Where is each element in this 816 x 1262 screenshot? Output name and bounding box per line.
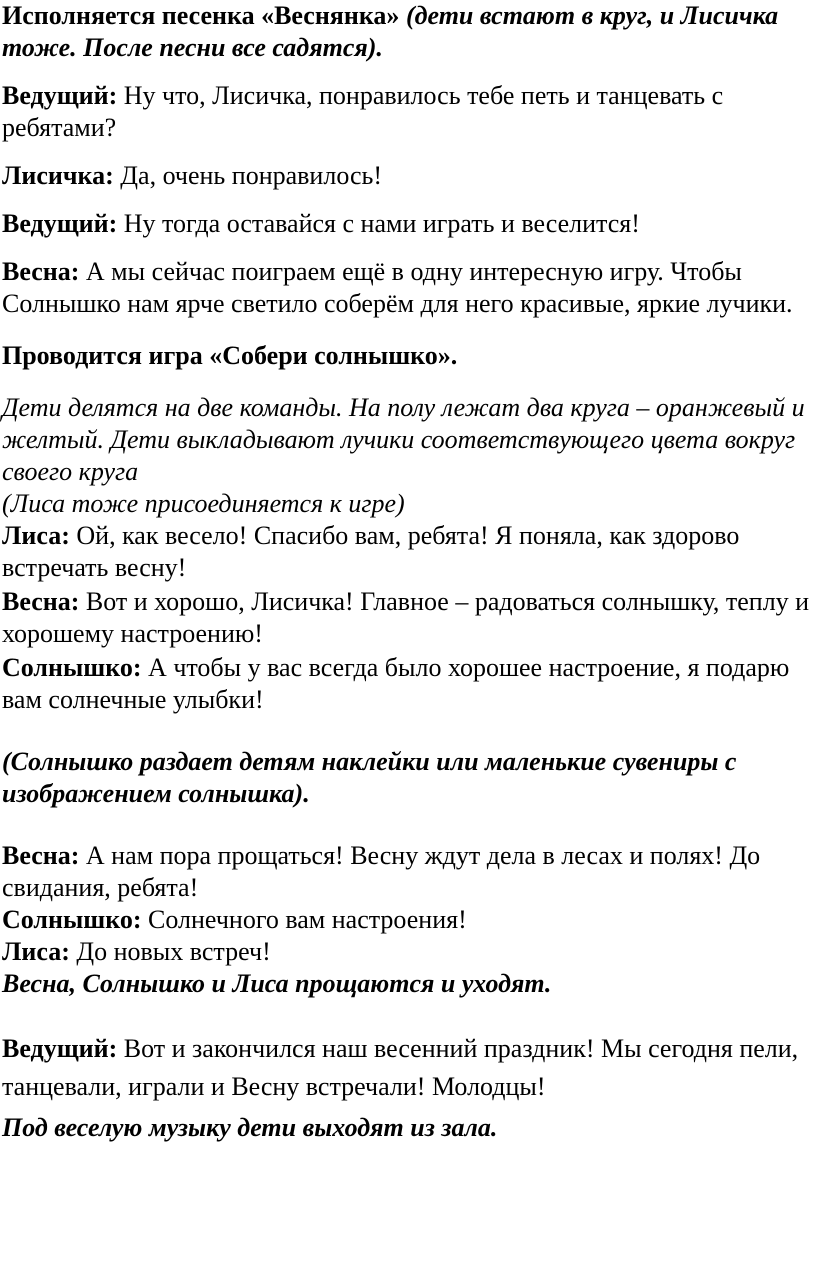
stage-direction-game: Дети делятся на две команды. На полу лежат два круга – оранжевый и желтый. Дети выкладывают лучики соответствующего цвета вокруг своего круга <box>2 393 805 486</box>
dialogue-line <box>2 936 812 968</box>
speaker-name: Лиса: <box>2 521 70 550</box>
speaker-name: Солнышко: <box>2 653 142 682</box>
speaker-name: Солнышко: <box>2 905 142 934</box>
speaker-name: Весна: <box>2 841 80 870</box>
dialogue-line <box>2 208 812 240</box>
dialogue-line <box>2 904 812 936</box>
dialogue-text: До новых встреч! <box>69 937 271 966</box>
dialogue-text: Солнечного вам настроения! <box>141 905 467 934</box>
song-title: Исполняется песенка «Веснянка» <box>2 1 406 30</box>
speaker-name: Лисичка: <box>2 161 114 190</box>
dialogue-line <box>2 80 812 144</box>
dialogue-line <box>2 840 812 904</box>
song-direction: (дети встают в круг, и Лисичка тоже. После песни все садятся). <box>2 1 779 62</box>
dialogue-line <box>2 520 812 584</box>
game-heading: Проводится игра «Собери солнышко». <box>2 341 458 370</box>
dialogue-text: Ну тогда оставайся с нами играть и веселится! <box>117 209 640 238</box>
dialogue-text: А чтобы у вас всегда было хорошее настроение, я подарю вам солнечные улыбки! <box>2 653 790 714</box>
stage-direction-fox: (Лиса тоже присоединяется к игре) <box>2 489 405 518</box>
dialogue-text: Вот и закончился наш весенний праздник! Мы сегодня пели, танцевали, играли и Весну встречали! Молодцы! <box>2 1034 799 1101</box>
dialogue-line <box>2 256 812 320</box>
dialogue-text: Да, очень понравилось! <box>113 161 383 190</box>
dialogue-line <box>2 160 812 192</box>
speaker-name: Ведущий: <box>2 209 118 238</box>
speaker-name: Ведущий: <box>2 81 118 110</box>
speaker-name: Ведущий: <box>2 1034 118 1063</box>
dialogue-text: А мы сейчас поиграем ещё в одну интересную игру. Чтобы Солнышко нам ярче светило соберём для него красивые, яркие лучики. <box>2 257 793 318</box>
dialogue-line <box>2 586 812 650</box>
speaker-name: Весна: <box>2 587 80 616</box>
stage-direction-farewell: Весна, Солнышко и Лиса прощаются и уходят. <box>2 969 552 998</box>
speaker-name: Весна: <box>2 257 80 286</box>
stage-direction-gifts: (Солнышко раздает детям наклейки или маленькие сувениры с изображением солнышка). <box>2 747 737 808</box>
dialogue-text: Ну что, Лисичка, понравилось тебе петь и танцевать с ребятами? <box>2 81 724 142</box>
dialogue-text: А нам пора прощаться! Весну ждут дела в лесах и полях! До свидания, ребята! <box>2 841 761 902</box>
dialogue-text: Ой, как весело! Спасибо вам, ребята! Я поняла, как здорово встречать весну! <box>2 521 740 582</box>
dialogue-text: Вот и хорошо, Лисичка! Главное – радоваться солнышку, теплу и хорошему настроению! <box>2 587 810 648</box>
dialogue-line <box>2 1030 812 1106</box>
document-page <box>2 0 812 1144</box>
speaker-name: Лиса: <box>2 937 70 966</box>
stage-direction-song <box>2 0 812 64</box>
stage-direction-exit: Под веселую музыку дети выходят из зала. <box>2 1113 498 1142</box>
dialogue-line <box>2 652 812 716</box>
